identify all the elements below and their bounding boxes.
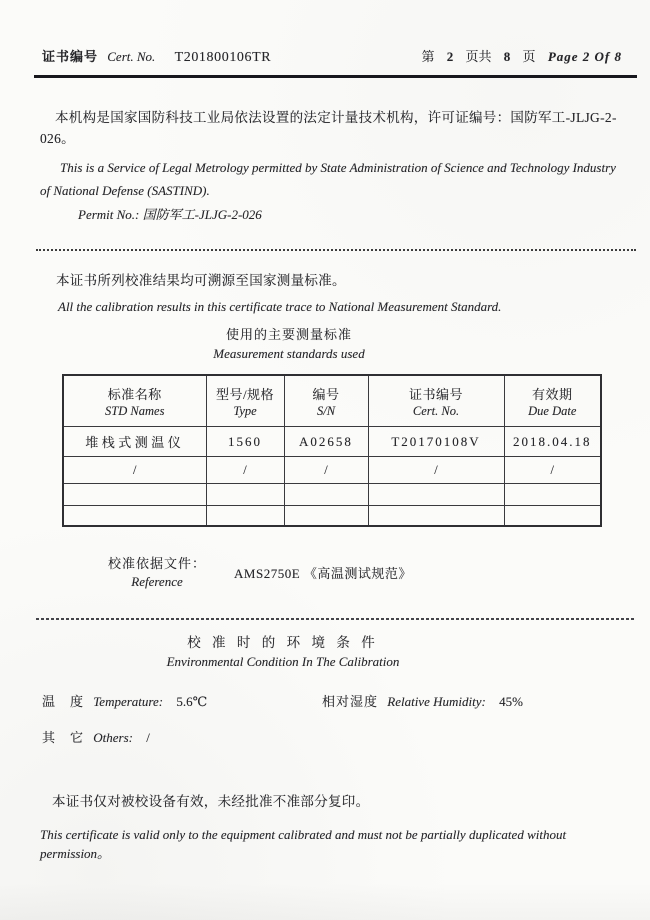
validity-notice <box>40 790 622 862</box>
validity-notice-en: This certificate is valid only to the equipment calibrated and must not be partially duplicated without permission。 <box>40 826 567 861</box>
traceability-text-zh: 本证书所列校准结果均可溯源至国家测量标准。 <box>56 273 346 289</box>
table-row <box>63 457 601 484</box>
cert-number-block <box>42 46 271 66</box>
page-indicator <box>413 46 622 65</box>
table-row <box>63 484 601 506</box>
table-header-row <box>63 375 601 427</box>
cell-cert-no: / <box>368 457 504 484</box>
cell-cert-no <box>368 506 504 526</box>
cell-due-date: / <box>504 457 601 484</box>
cell-cert-no: T20170108V <box>368 427 504 457</box>
page-indicator-en: Page 2 Of 8 <box>547 49 622 64</box>
col-header-zh: 编号 <box>312 386 340 402</box>
humidity-label-zh: 相对湿度 <box>322 693 379 709</box>
dashed-separator <box>36 618 636 620</box>
environment-section-title <box>0 634 650 670</box>
table-row <box>63 506 601 526</box>
others-label-zh: 其 它 <box>42 729 85 745</box>
temperature-item <box>42 691 322 710</box>
table-row <box>63 427 601 457</box>
col-header-serial <box>284 375 368 427</box>
humidity-value: 45% <box>499 693 523 709</box>
header-rule <box>34 75 637 78</box>
environment-title-en: Environmental Condition In The Calibration <box>166 653 400 669</box>
page-header <box>42 46 622 66</box>
cell-serial: / <box>284 457 368 484</box>
standards-title-en: Measurement standards used <box>213 345 365 361</box>
intro-text-en: This is a Service of Legal Metrology permitted by State Administration of Science and Technology Industry of National Defense (SASTIND). <box>40 159 616 198</box>
col-header-zh: 有效期 <box>531 386 573 402</box>
col-header-en: Cert. No. <box>412 403 460 418</box>
col-header-en: Type <box>233 403 257 418</box>
cell-cert-no <box>368 484 504 506</box>
cell-type: / <box>206 457 284 484</box>
col-header-en: Due Date <box>528 403 577 418</box>
temperature-label-en: Temperature: <box>93 693 164 709</box>
standards-title-zh: 使用的主要测量标准 <box>225 327 352 343</box>
page-zh-prefix: 第 <box>421 49 435 64</box>
permit-number-line: Permit No.: 国防军工-JLJG-2-026 <box>78 207 262 223</box>
cell-type: 1560 <box>206 427 284 457</box>
traceability-text-en: All the calibration results in this certificate trace to National Measurement Standard. <box>58 299 502 315</box>
reference-label-en: Reference <box>131 573 183 589</box>
cell-std-name: 堆栈式测温仪 <box>63 427 206 457</box>
others-value: / <box>146 729 150 745</box>
temperature-value: 5.6℃ <box>176 693 208 709</box>
cell-type <box>206 484 284 506</box>
cert-number-label-zh: 证书编号 <box>42 49 99 64</box>
others-item <box>42 727 150 746</box>
humidity-label-en: Relative Humidity: <box>387 693 486 709</box>
cell-due-date <box>504 484 601 506</box>
measurement-standards-table <box>62 374 602 527</box>
page-zh-suffix: 页 <box>522 49 536 64</box>
col-header-cert-no <box>368 375 504 427</box>
col-header-std-names <box>63 375 206 427</box>
cell-std-name <box>63 506 206 526</box>
dotted-separator <box>36 249 636 251</box>
col-header-en: S/N <box>316 403 336 418</box>
validity-notice-zh: 本证书仅对被校设备有效，未经批准不准部分复印。 <box>52 793 370 809</box>
reference-label-zh: 校准依据文件： <box>108 555 207 571</box>
cert-number-label-en: Cert. No. <box>107 49 156 64</box>
intro-section <box>40 108 622 225</box>
page-zh-mid: 页共 <box>465 49 492 64</box>
cell-serial <box>284 506 368 526</box>
cell-serial <box>284 484 368 506</box>
reference-section <box>108 555 650 590</box>
cell-std-name <box>63 484 206 506</box>
reference-label <box>108 555 206 590</box>
page-total: 8 <box>503 49 511 64</box>
reference-value: AMS2750E 《高温测试规范》 <box>234 566 412 582</box>
col-header-due-date <box>504 375 601 427</box>
cell-due-date <box>504 506 601 526</box>
cell-type <box>206 506 284 526</box>
cell-due-date: 2018.04.18 <box>504 427 601 457</box>
col-header-type <box>206 375 284 427</box>
cell-std-name: / <box>63 457 206 484</box>
others-label-en: Others: <box>93 729 133 745</box>
page-number: 2 <box>446 49 454 64</box>
environment-row-1 <box>42 691 622 710</box>
col-header-zh: 标准名称 <box>107 386 162 402</box>
col-header-zh: 型号/规格 <box>215 386 275 402</box>
cert-number-value: T201800106TR <box>174 50 272 65</box>
col-header-zh: 证书编号 <box>408 386 463 402</box>
intro-text-zh: 本机构是国家国防科技工业局依法设置的法定计量技术机构，许可证编号：国防军工-JLJG-2-026。 <box>40 110 617 146</box>
environment-row-2 <box>42 727 622 746</box>
humidity-item <box>322 691 523 710</box>
temperature-label-zh: 温 度 <box>42 693 85 709</box>
environment-title-zh: 校 准 时 的 环 境 条 件 <box>187 635 379 651</box>
standards-section-title <box>0 327 650 362</box>
traceability-section <box>40 269 622 315</box>
col-header-en: STD Names <box>105 403 165 418</box>
cell-serial: A02658 <box>284 427 368 457</box>
